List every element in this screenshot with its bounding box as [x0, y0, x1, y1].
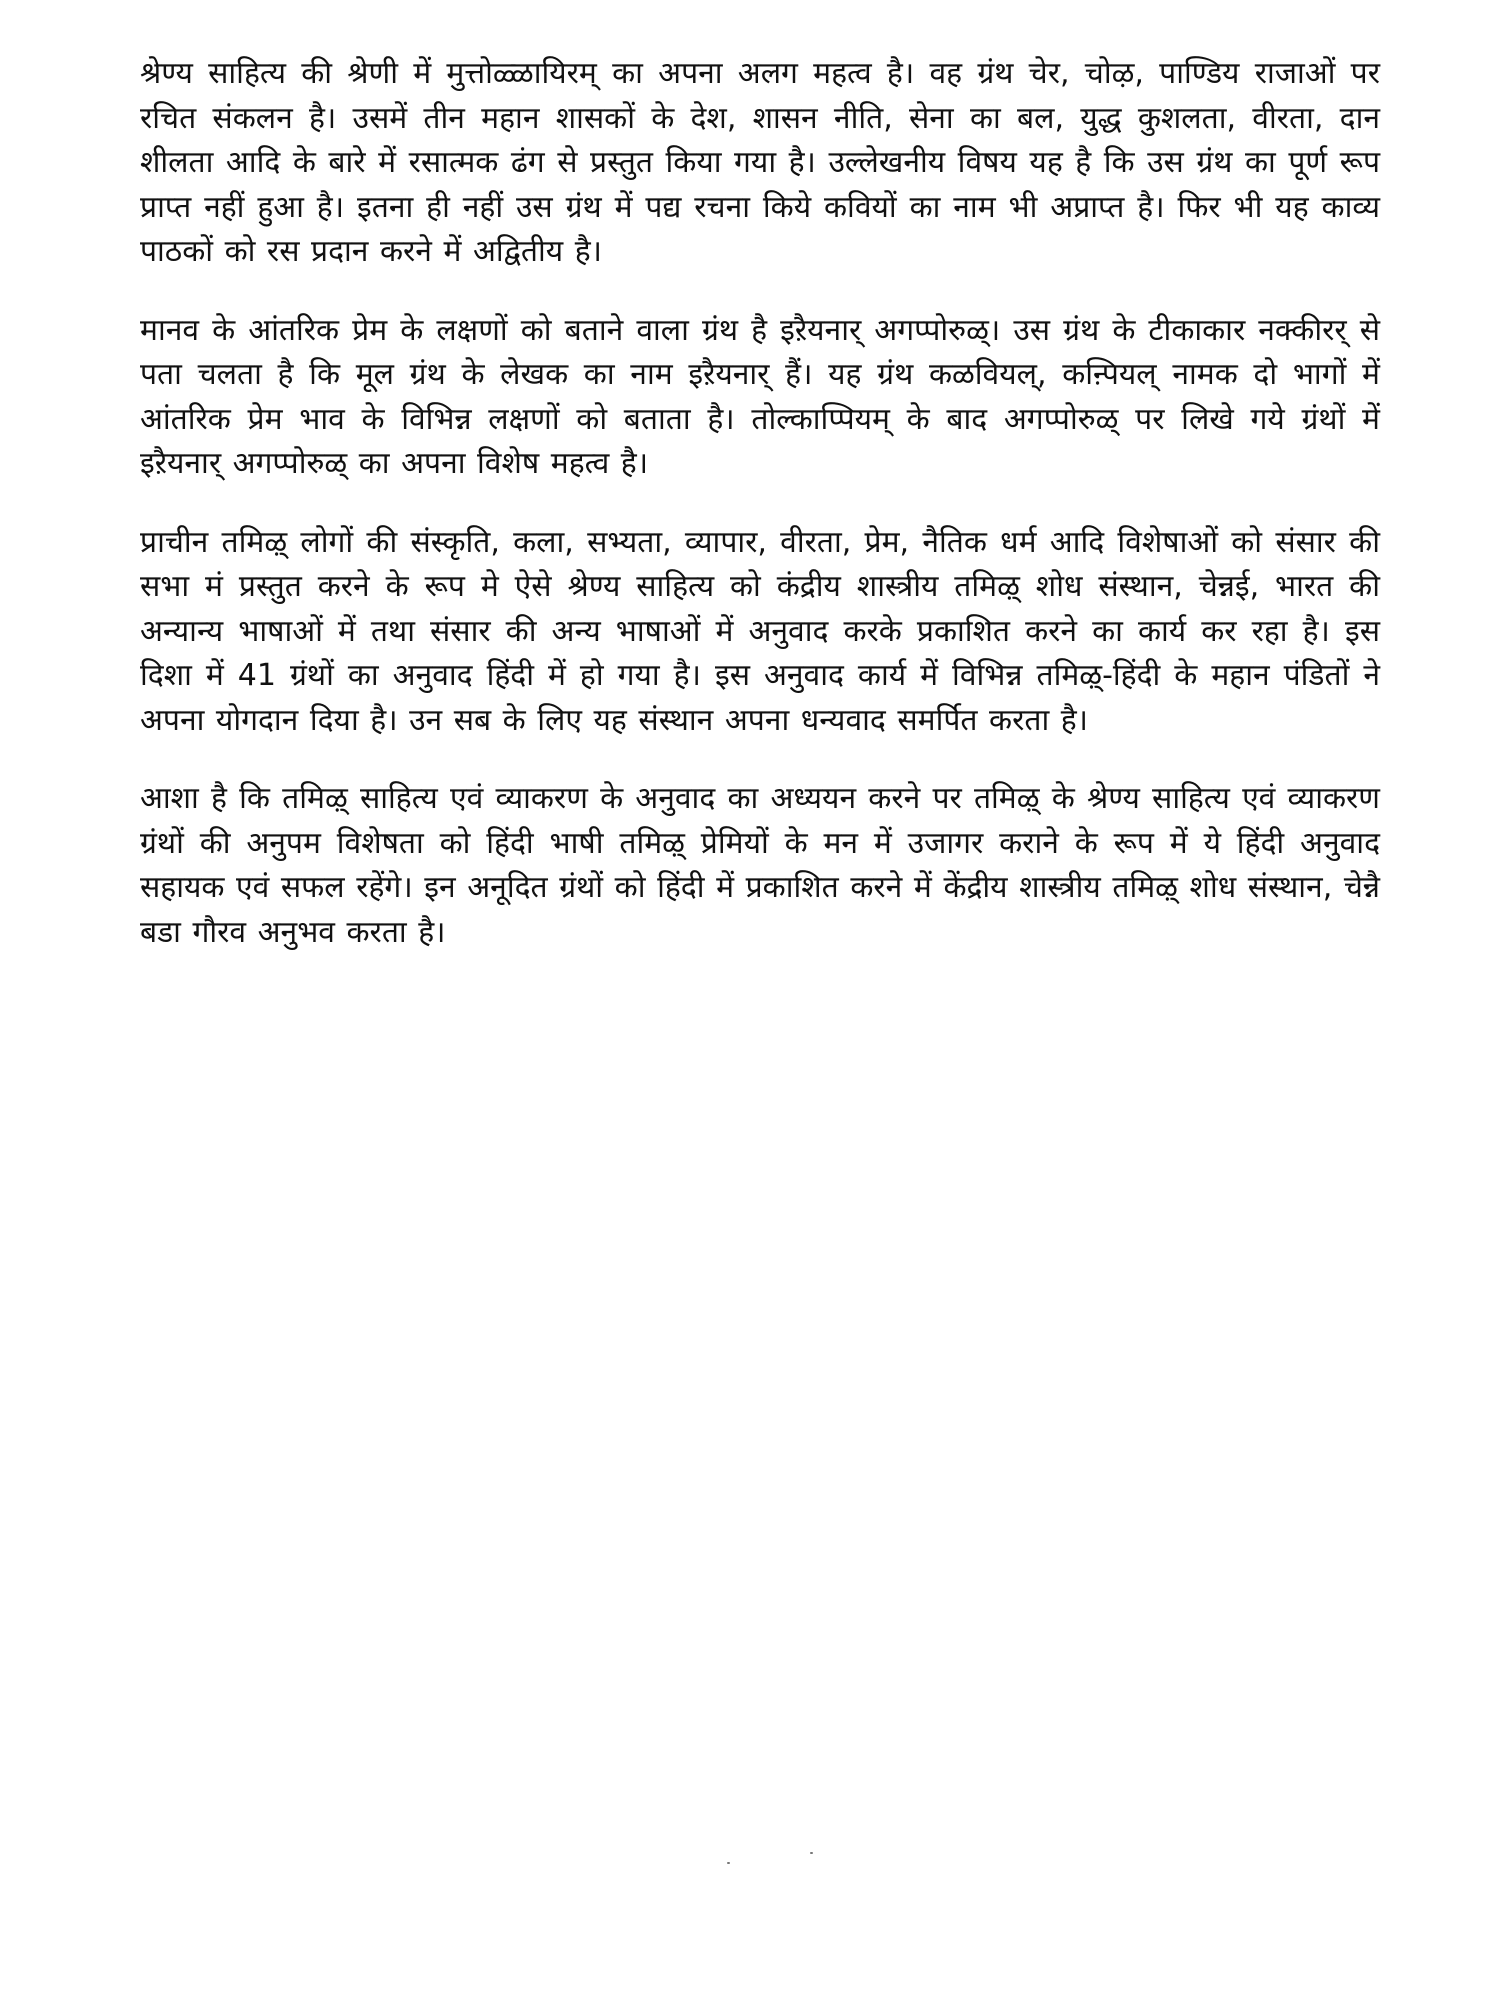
scan-speck: [810, 1852, 813, 1854]
paragraph-1: श्रेण्य साहित्य की श्रेणी में मुत्तोळ्ळायिरम् का अपना अलग महत्व है। वह ग्रंथ चेर, चोऴ, पाण्डिय राजाओं पर रचित संकलन है। उसमें तीन महान शासकों के देश, शासन नीति, सेना का बल, युद्ध कुशलता, वीरता, दान शीलता आदि के बारे में रसात्मक ढंग से प्रस्तुत किया गया है। उल्लेखनीय विषय यह है कि उस ग्रंथ का पूर्ण रूप प्राप्त नहीं हुआ है। इतना ही नहीं उस ग्रंथ में पद्य रचना किये कवियों का नाम भी अप्राप्त है। फिर भी यह काव्य पाठकों को रस प्रदान करने में अद्वितीय है।: [140, 56, 1380, 269]
document-body: [140, 52, 1380, 989]
paragraph-3: प्राचीन तमिऴ् लोगों की संस्कृति, कला, सभ्यता, व्यापार, वीरता, प्रेम, नैतिक धर्म आदि विशेषाओं को संसार की सभा मं प्रस्तुत करने के रूप मे ऐसे श्रेण्य साहित्य को कंद्रीय शास्त्रीय तमिऴ् शोध संस्थान, चेन्नई, भारत की अन्यान्य भाषाओं में तथा संसार की अन्य भाषाओं में अनुवाद करके प्रकाशित करने का कार्य कर रहा है। इस दिशा में 41 ग्रंथों का अनुवाद हिंदी में हो गया है। इस अनुवाद कार्य में विभिन्न तमिऴ्-हिंदी के महान पंडितों ने अपना योगदान दिया है। उन सब के लिए यह संस्थान अपना धन्यवाद समर्पित करता है।: [140, 524, 1380, 738]
paragraph-2: मानव के आंतरिक प्रेम के लक्षणों को बताने वाला ग्रंथ है इऱैयनार् अगप्पोरुळ्। उस ग्रंथ के टीकाकार नक्कीरर् से पता चलता है कि मूल ग्रंथ के लेखक का नाम इऱैयनार् हैं। यह ग्रंथ कळवियल्, कऩ्पियल् नामक दो भागों में आंतरिक प्रेम भाव के विभिन्न लक्षणों को बताता है। तोल्काप्पियम् के बाद अगप्पोरुळ् पर लिखे गये ग्रंथों में इऱैयनार् अगप्पोरुळ् का अपना विशेष महत्व है।: [140, 312, 1380, 481]
scan-speck: [727, 1862, 730, 1864]
paragraph-4: आशा है कि तमिऴ् साहित्य एवं व्याकरण के अनुवाद का अध्ययन करने पर तमिऴ् के श्रेण्य साहित्य एवं व्याकरण ग्रंथों की अनुपम विशेषता को हिंदी भाषी तमिऴ् प्रेमियों के मन में उजागर कराने के रूप में ये हिंदी अनुवाद सहायक एवं सफल रहेंगे। इन अनूदित ग्रंथों को हिंदी में प्रकाशित करने में केंद्रीय शास्त्रीय तमिऴ् शोध संस्थान, चेन्नै बडा गौरव अनुभव करता है।: [140, 781, 1380, 950]
